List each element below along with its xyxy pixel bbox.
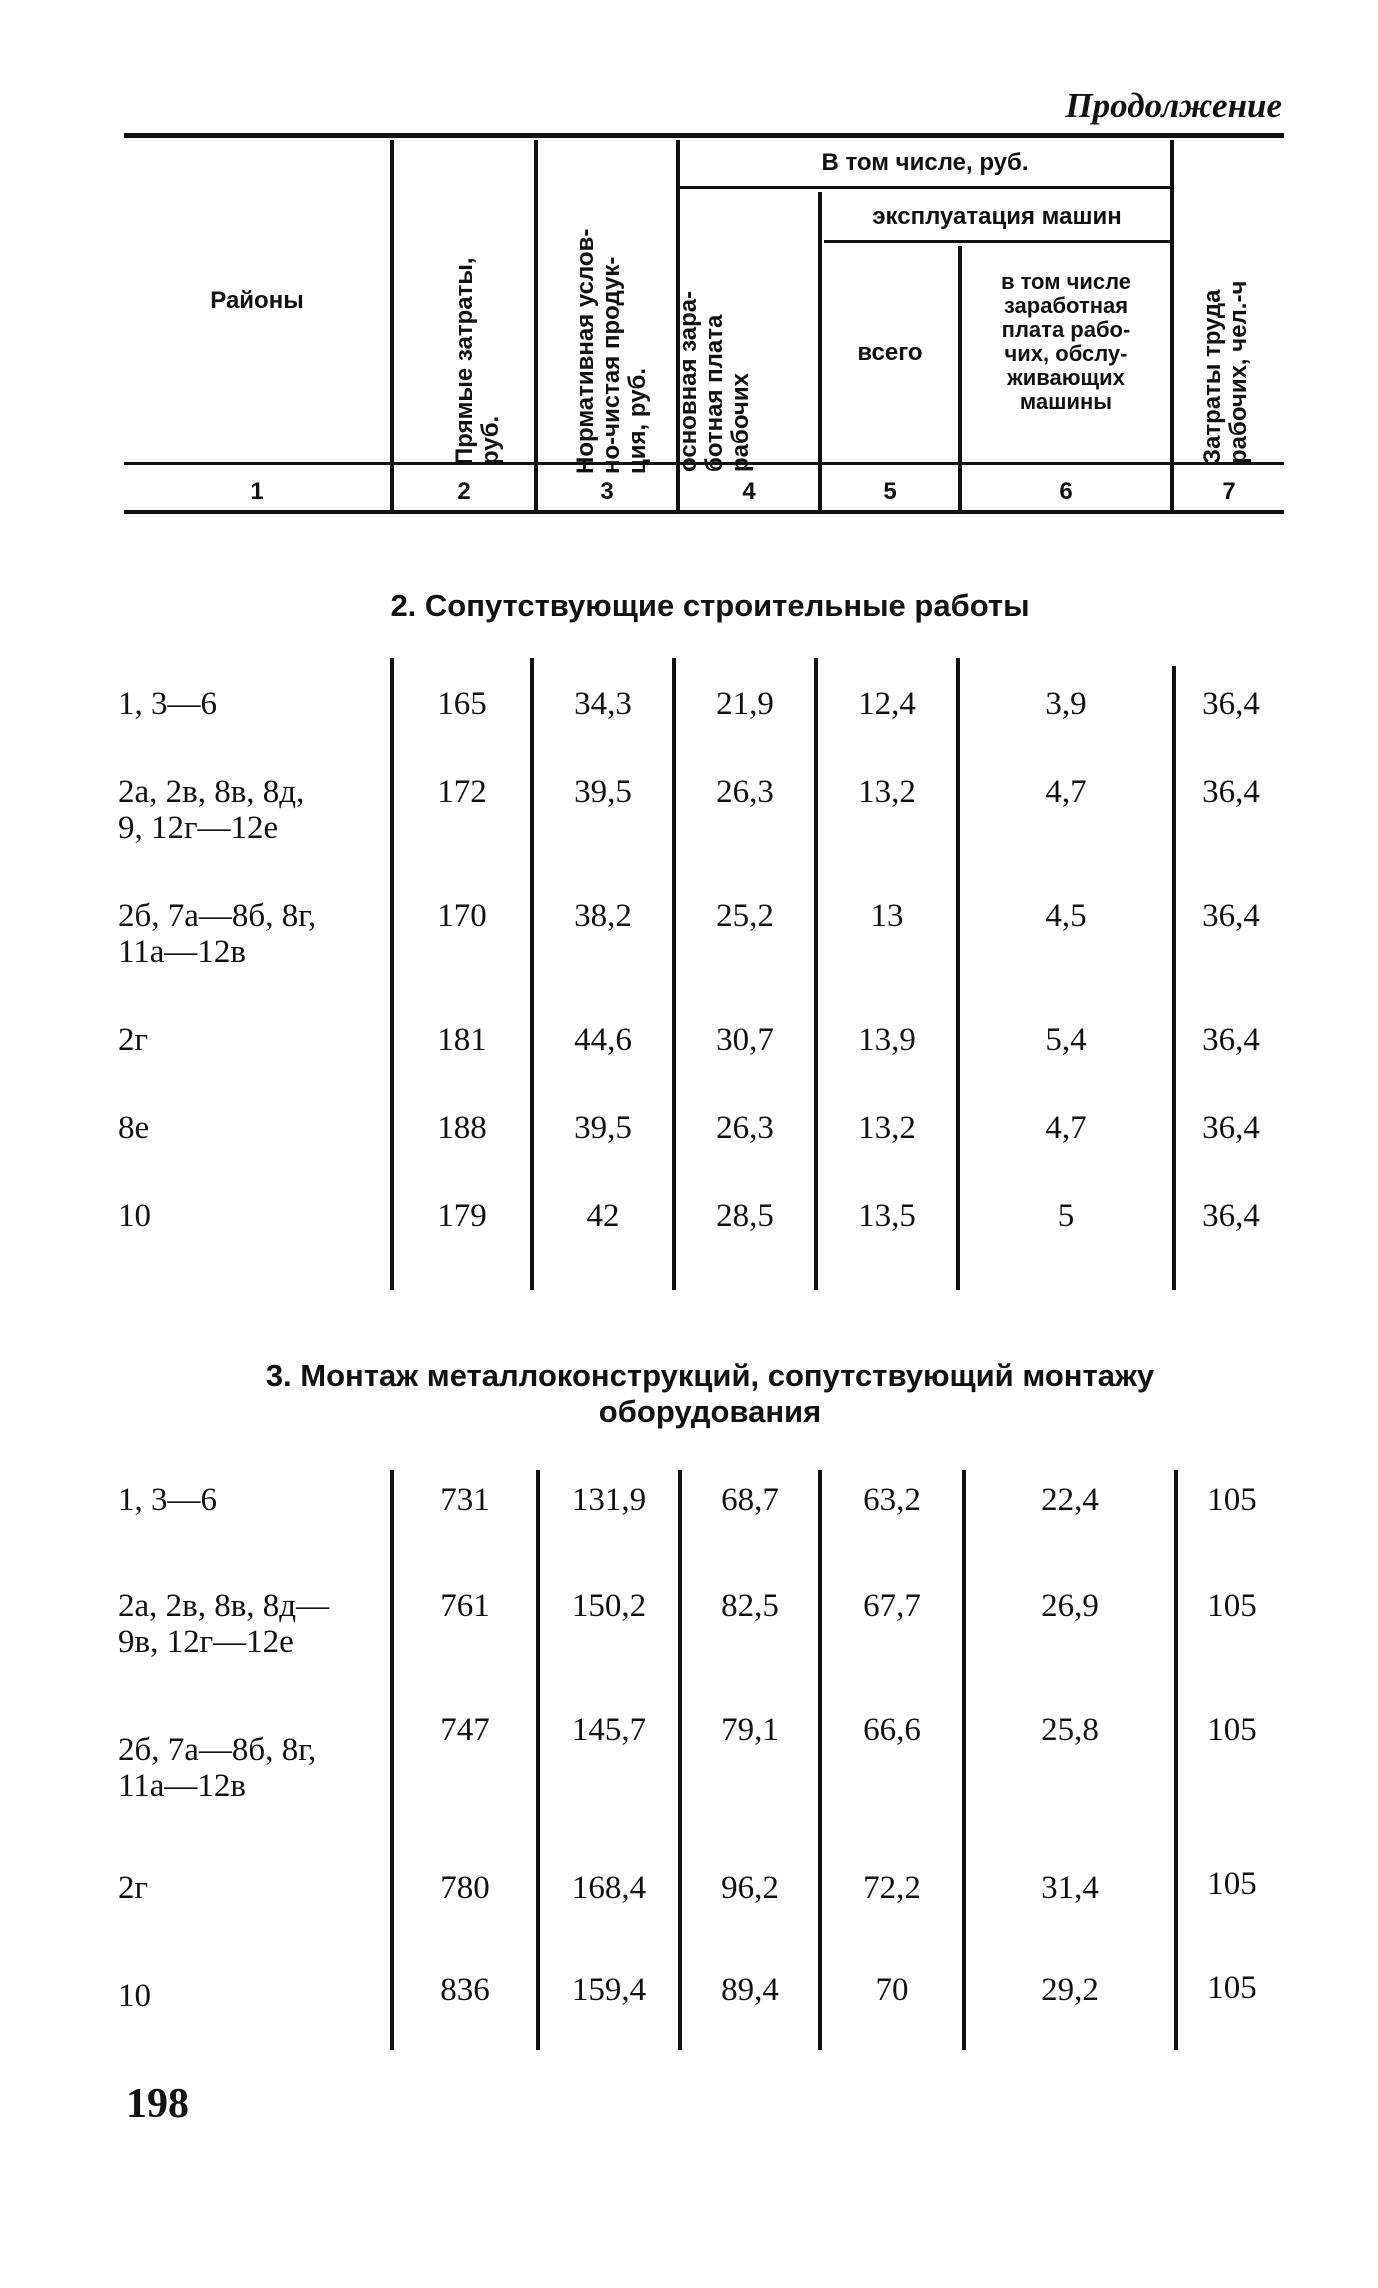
table-row-region: 2г	[118, 1870, 149, 1906]
section-2-divider	[530, 658, 534, 1290]
table-cell: 36,4	[1202, 1022, 1260, 1058]
table-row-region: 2г	[118, 1022, 149, 1058]
section-3-title-continued: оборудования	[598, 1394, 822, 1429]
table-cell: 170	[437, 898, 487, 934]
section-2-divider	[956, 658, 960, 1290]
table-cell: 36,4	[1202, 1110, 1260, 1146]
table-cell: 31,4	[1041, 1870, 1099, 1906]
table-cell: 63,2	[863, 1482, 921, 1518]
table-cell: 159,4	[571, 1972, 647, 2008]
header-group-including: В том числе, руб.	[821, 149, 1029, 176]
table-cell: 105	[1207, 1482, 1257, 1518]
table-cell: 4,7	[1045, 1110, 1087, 1146]
table-cell: 150,2	[571, 1588, 647, 1624]
table-row-region: 10	[118, 1198, 151, 1234]
table-cell: 29,2	[1041, 1972, 1099, 2008]
column-number: 3	[600, 478, 614, 505]
section-3-divider	[1174, 1470, 1178, 2050]
table-row-region: 8е	[118, 1110, 150, 1146]
column-number: 7	[1222, 478, 1236, 505]
table-cell: 4,5	[1045, 898, 1087, 934]
table-cell: 165	[437, 686, 487, 722]
column-number: 1	[250, 478, 264, 505]
table-cell: 66,6	[863, 1712, 921, 1748]
table-row-region: 2б, 7а—8б, 8г, 11а—12в	[118, 1732, 317, 1804]
table-cell: 780	[440, 1870, 490, 1906]
table-cell: 21,9	[716, 686, 774, 722]
table-cell: 68,7	[721, 1482, 779, 1518]
table-cell: 181	[437, 1022, 487, 1058]
column-number: 2	[457, 478, 471, 505]
header-regions: Районы	[210, 287, 304, 314]
table-cell: 72,2	[863, 1870, 921, 1906]
table-cell: 13,2	[858, 1110, 916, 1146]
table-cell: 38,2	[574, 898, 632, 934]
header-labor-costs: Затраты труда рабочих, чел.-ч	[1199, 280, 1252, 464]
table-cell: 26,3	[716, 1110, 774, 1146]
group-machines-rule	[824, 240, 1170, 243]
table-cell: 82,5	[721, 1588, 779, 1624]
header-top-rule	[124, 133, 1284, 138]
table-cell: 70	[875, 1972, 909, 2008]
table-cell: 44,6	[574, 1022, 632, 1058]
section-3-divider	[818, 1470, 822, 2050]
table-cell: 67,7	[863, 1588, 921, 1624]
table-cell: 179	[437, 1198, 487, 1234]
header-basic-wages: основная зара- ботная плата рабочих	[675, 290, 754, 472]
section-2-divider	[672, 658, 676, 1290]
header-divider	[390, 140, 394, 510]
table-row-region: 2а, 2в, 8в, 8д— 9в, 12г—12е	[118, 1588, 330, 1660]
table-cell: 13,5	[858, 1198, 916, 1234]
header-group-machines: эксплуатация машин	[872, 203, 1122, 230]
table-cell: 731	[440, 1482, 490, 1518]
column-number: 6	[1059, 478, 1073, 505]
group-including-rule	[680, 186, 1170, 189]
header-divider	[1170, 140, 1174, 510]
table-cell: 34,3	[574, 686, 632, 722]
table-cell: 836	[440, 1972, 490, 2008]
table-cell: 172	[437, 774, 487, 810]
table-cell: 12,4	[858, 686, 916, 722]
table-cell: 30,7	[716, 1022, 774, 1058]
header-normative-product: Нормативная услов- но-чистая продук- ция, руб.	[572, 228, 651, 474]
header-machine-operator-wages: в том числе заработная плата рабо- чих, обслу- живающих машины	[1000, 269, 1132, 414]
section-2-title: 2. Сопутствующие строительные работы	[390, 588, 1030, 623]
table-row-region: 1, 3—6	[118, 686, 217, 722]
table-row-region: 10	[118, 1978, 151, 2014]
table-cell: 131,9	[571, 1482, 647, 1518]
section-3-divider	[390, 1470, 394, 2050]
table-cell: 26,3	[716, 774, 774, 810]
table-cell: 145,7	[571, 1712, 647, 1748]
continuation-label: Продолжение	[1065, 86, 1282, 125]
section-2-divider	[1172, 666, 1176, 1290]
header-direct-costs: Прямые затраты, руб.	[451, 257, 504, 465]
table-cell: 13,9	[858, 1022, 916, 1058]
table-cell: 105	[1207, 1866, 1257, 1902]
table-cell: 28,5	[716, 1198, 774, 1234]
table-cell: 13,2	[858, 774, 916, 810]
table-row-region: 1, 3—6	[118, 1482, 217, 1518]
column-number: 5	[883, 478, 897, 505]
table-row-region: 2б, 7а—8б, 8г, 11а—12в	[118, 898, 317, 970]
table-cell: 36,4	[1202, 898, 1260, 934]
table-cell: 39,5	[574, 1110, 632, 1146]
section-3-divider	[962, 1470, 966, 2050]
table-cell: 5,4	[1045, 1022, 1087, 1058]
table-cell: 168,4	[571, 1870, 647, 1906]
table-cell: 188	[437, 1110, 487, 1146]
column-number: 4	[742, 478, 756, 505]
table-cell: 22,4	[1041, 1482, 1099, 1518]
section-3-divider	[536, 1470, 540, 2050]
table-cell: 747	[440, 1712, 490, 1748]
table-cell: 761	[440, 1588, 490, 1624]
table-cell: 25,8	[1041, 1712, 1099, 1748]
table-cell: 105	[1207, 1712, 1257, 1748]
table-cell: 4,7	[1045, 774, 1087, 810]
table-cell: 79,1	[721, 1712, 779, 1748]
table-cell: 26,9	[1041, 1588, 1099, 1624]
table-cell: 5	[1057, 1198, 1075, 1234]
table-cell: 36,4	[1202, 1198, 1260, 1234]
section-2-divider	[390, 658, 394, 1290]
header-machines-total: всего	[857, 339, 923, 366]
table-cell: 96,2	[721, 1870, 779, 1906]
table-cell: 42	[586, 1198, 620, 1234]
table-cell: 3,9	[1045, 686, 1087, 722]
section-3-title: 3. Монтаж металлоконструкций, сопутствующий монтажу	[265, 1358, 1155, 1393]
table-cell: 25,2	[716, 898, 774, 934]
column-numbers-bottom-rule	[124, 510, 1284, 514]
page-number: 198	[126, 2081, 189, 2127]
table-row-region: 2а, 2в, 8в, 8д, 9, 12г—12е	[118, 774, 305, 846]
table-cell: 89,4	[721, 1972, 779, 2008]
header-divider	[534, 140, 538, 510]
table-cell: 105	[1207, 1970, 1257, 2006]
table-cell: 36,4	[1202, 774, 1260, 810]
table-cell: 105	[1207, 1588, 1257, 1624]
table-cell: 13	[870, 898, 904, 934]
table-cell: 39,5	[574, 774, 632, 810]
table-cell: 36,4	[1202, 686, 1260, 722]
section-3-divider	[678, 1470, 682, 2050]
section-2-divider	[814, 658, 818, 1290]
